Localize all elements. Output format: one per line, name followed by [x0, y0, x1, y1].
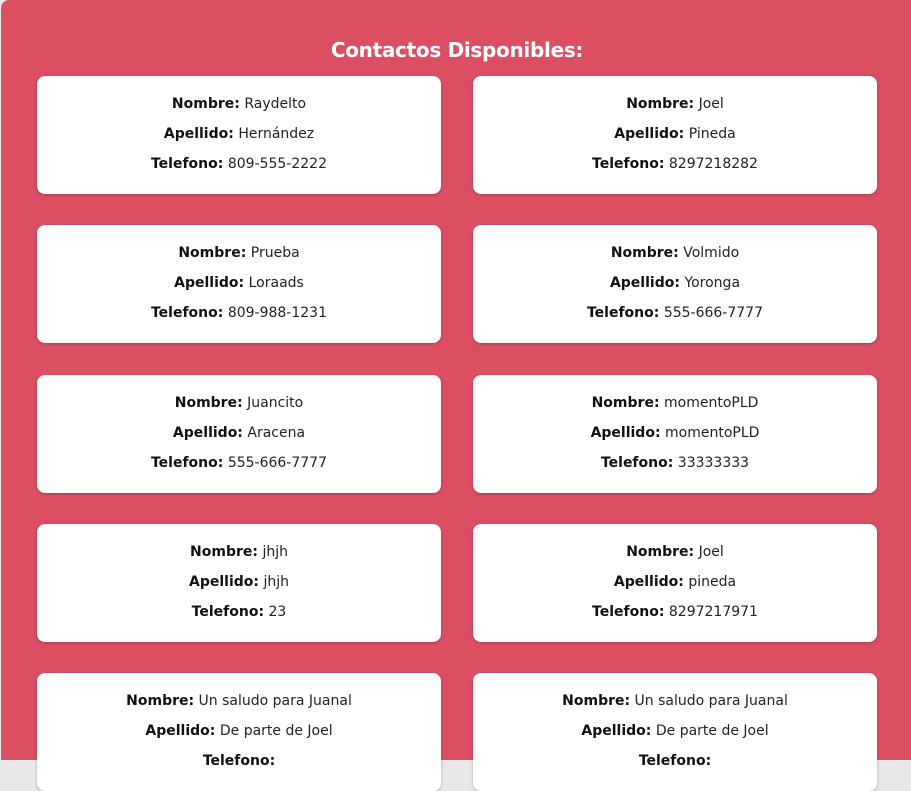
field-label: Apellido: — [174, 275, 245, 292]
field-label: Telefono: — [150, 156, 224, 172]
field-value: Joel — [698, 96, 724, 112]
field-value: Pineda — [688, 126, 736, 142]
field-value: 555-666-7777 — [227, 454, 327, 471]
contact-telefono — [37, 303, 441, 323]
field-value: 8297218282 — [668, 156, 758, 172]
field-label: Apellido: — [172, 424, 243, 441]
field-value: 555-666-7777 — [663, 305, 763, 322]
contact-nombre — [37, 393, 441, 413]
field-value: pineda — [688, 573, 737, 590]
field-value: 809-555-2222 — [227, 156, 327, 172]
field-value: Loraads — [248, 275, 304, 292]
field-value: Hernández — [238, 126, 315, 142]
field-label: Apellido: — [163, 126, 234, 142]
contact-telefono — [473, 453, 877, 473]
contact-nombre — [37, 243, 441, 263]
field-value: momentoPLD — [664, 394, 759, 411]
field-value: Joel — [698, 543, 724, 560]
contact-nombre — [37, 94, 441, 114]
field-value: Yoronga — [684, 275, 741, 292]
contact-card — [37, 524, 441, 642]
field-value: 23 — [268, 603, 287, 620]
field-value: De parte de Joel — [655, 723, 769, 740]
contact-card — [37, 225, 441, 343]
field-label: Nombre: — [591, 394, 660, 411]
contact-apellido — [37, 572, 441, 592]
field-label: Apellido: — [609, 275, 680, 292]
field-label: Apellido: — [145, 723, 216, 740]
contact-telefono — [37, 602, 441, 622]
field-value: 8297217971 — [668, 603, 758, 620]
contact-apellido — [473, 273, 877, 293]
contact-nombre — [37, 542, 441, 562]
field-label: Nombre: — [126, 693, 195, 710]
contact-card — [473, 76, 877, 194]
contact-telefono — [473, 751, 877, 771]
contact-nombre — [473, 691, 877, 711]
contact-telefono — [37, 751, 441, 771]
contact-telefono — [473, 154, 877, 174]
field-label: Apellido: — [590, 424, 661, 441]
contact-nombre — [473, 542, 877, 562]
field-label: Apellido: — [614, 126, 685, 142]
contact-card — [473, 225, 877, 343]
field-label: Telefono: — [592, 603, 665, 620]
contact-card — [473, 375, 877, 493]
contact-nombre — [473, 94, 877, 114]
field-value: Un saludo para Juanal — [198, 693, 352, 710]
field-label: Telefono: — [592, 156, 665, 172]
contact-apellido — [473, 124, 877, 144]
contact-nombre — [473, 393, 877, 413]
field-label: Telefono: — [191, 603, 265, 620]
contact-apellido — [473, 721, 877, 741]
contact-apellido — [37, 721, 441, 741]
field-value: Volmido — [683, 245, 740, 262]
field-label: Apellido: — [581, 723, 652, 740]
contact-telefono — [473, 303, 877, 323]
field-value: 809-988-1231 — [227, 305, 327, 322]
field-label: Telefono: — [202, 753, 276, 770]
field-label: Nombre: — [562, 693, 631, 710]
field-label: Telefono: — [586, 305, 660, 322]
field-value: De parte de Joel — [219, 723, 333, 740]
field-label: Apellido: — [613, 573, 684, 590]
contact-telefono — [37, 154, 441, 174]
field-label: Apellido: — [189, 573, 259, 590]
contact-nombre — [473, 243, 877, 263]
field-value: Un saludo para Juanal — [634, 693, 788, 710]
field-label: Telefono: — [600, 454, 674, 471]
field-label: Nombre: — [626, 543, 695, 560]
contact-card — [473, 524, 877, 642]
page-title: Contactos Disponibles: — [330, 38, 584, 62]
field-label: Nombre: — [610, 245, 679, 262]
field-label: Nombre: — [174, 394, 243, 411]
field-value: momentoPLD — [665, 424, 760, 441]
field-label: Nombre: — [178, 245, 247, 262]
contact-telefono — [37, 453, 441, 473]
field-value: Prueba — [250, 245, 300, 262]
contact-card — [37, 76, 441, 194]
field-value: 33333333 — [677, 454, 750, 471]
contact-apellido — [473, 423, 877, 443]
contact-card — [37, 375, 441, 493]
contact-card — [473, 673, 877, 791]
contact-apellido — [473, 572, 877, 592]
field-value: Aracena — [247, 424, 306, 441]
contact-apellido — [37, 273, 441, 293]
contact-card — [37, 673, 441, 791]
contacts-panel — [1, 0, 911, 770]
field-label: Nombre: — [626, 96, 695, 112]
field-value: Raydelto — [244, 96, 307, 112]
contact-apellido — [37, 423, 441, 443]
field-value: jhjh — [262, 543, 288, 560]
contact-nombre — [37, 691, 441, 711]
field-label: Telefono: — [638, 753, 712, 770]
field-label: Nombre: — [171, 96, 240, 112]
field-label: Telefono: — [150, 305, 224, 322]
field-value: Juancito — [247, 394, 304, 411]
field-label: Telefono: — [150, 454, 224, 471]
contact-apellido — [37, 124, 441, 144]
field-label: Nombre: — [190, 543, 258, 560]
field-value: jhjh — [263, 573, 289, 590]
contact-telefono — [473, 602, 877, 622]
